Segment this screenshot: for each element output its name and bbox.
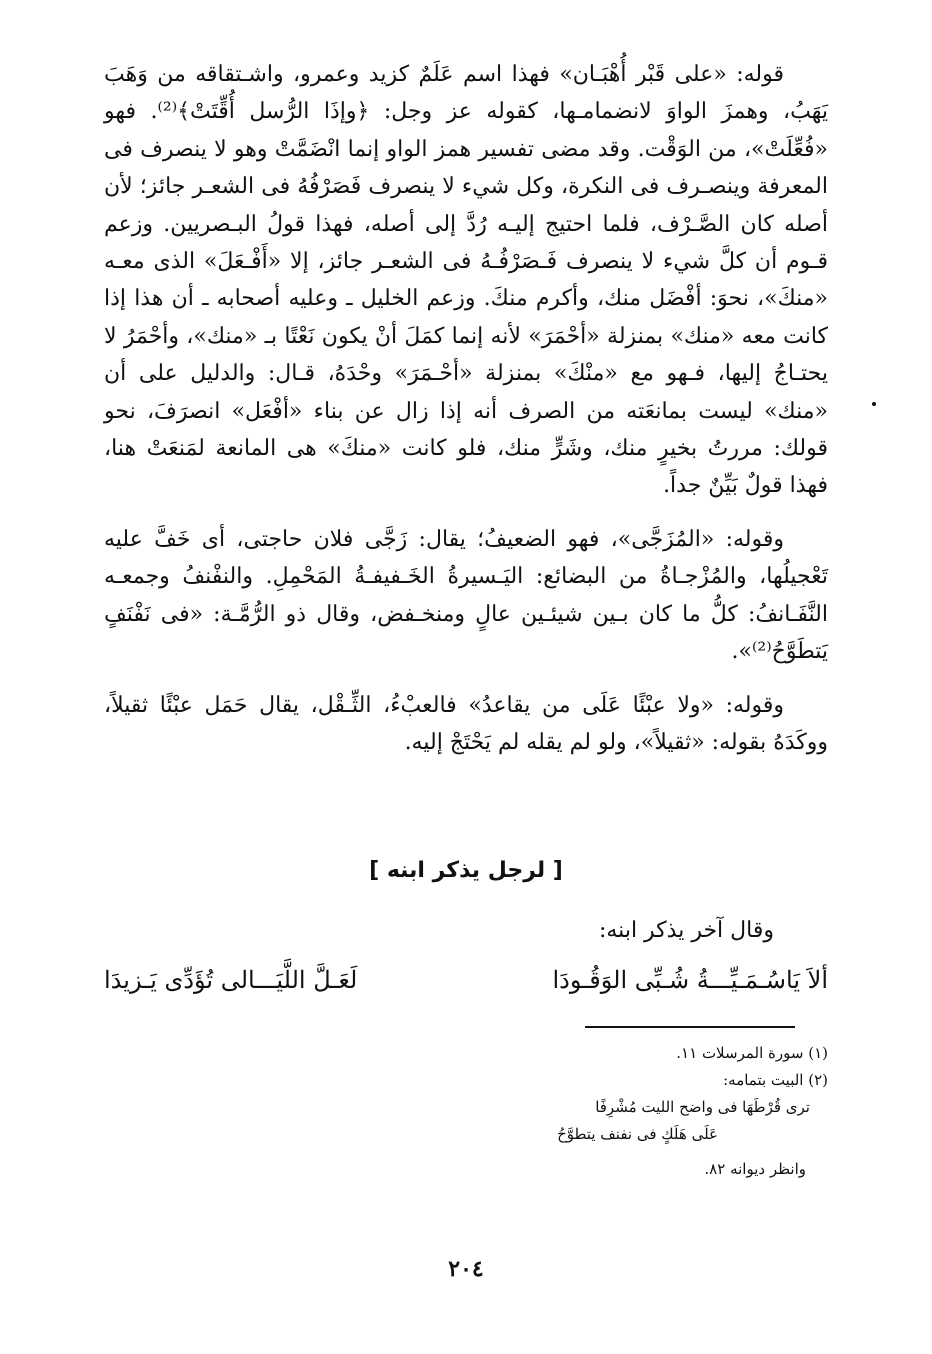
verse-second-hemistich: لَعَـلَّ اللَّيَـــالى تُؤَدِّى يَـزيدَا: [104, 966, 358, 994]
footnote-2-verse-second: عَلَى هَلَكٍ فى نفنف يتطوَّحُ: [557, 1125, 718, 1143]
footnote-2-verse-first: ترى قُرْطَهَا فى واضح الليت مُشْرِفًا: [595, 1098, 810, 1116]
footnote-1: (١) سورة المرسلات ١١.: [676, 1044, 828, 1062]
paragraph-ibaa: وقوله: «ولا عبْئًا عَلَى من يقاعدُ» فالعبْءُ، الثِّـقْل، يقال حَمَل عبْئًا ثقيلاً، ووكَدَهُ بقوله: «ثقيلاً»، ولو لم يقله لم يَحْتَجْ إليه.: [104, 692, 828, 755]
footnote-divider: [585, 1026, 795, 1028]
section-heading: [ لرجل يذكر ابنه ]: [369, 858, 563, 883]
verse-line: [104, 966, 828, 994]
footnote-2-intro: (٢) البيت بتمامه:: [723, 1071, 828, 1089]
footnote-2-reference: وانظر ديوانه ٨٢.: [704, 1160, 806, 1178]
page-number: ٢٠٤: [448, 1256, 484, 1282]
paragraph-uhban: قوله: «على قَبْر أُهْبَـان» فهذا اسم عَلَمٌ كزيد وعمرو، واشـتقاقه من وَهَبَ يَهَبُ، وهمزَ الواوَ لانضمامـها، كقوله عز وجل: ﴿وإذَا الرُّسل أُقِّتَتْ﴾⁽²⁾. فهو «فُعِّلَتْ»، من الوَقْت. وقد مضى تفسير همز الواو إنما انْضَمَّتْ وهو لا ينصرف فى المعرفة وينصـرف فى النكرة، وكل شيء لا ينصرف فَصَرْفُهُ فى الشعـر جائز؛ لأن أصله كان الصَّـرْف، فلما احتيج إليـه رُدَّ إلى أصله، فهذا قولُ البـصريين. وزعم قـوم أن كلَّ شيء لا ينصرف فَـصَرْفُـهُ فى الشعـر جائز، إلا «أَفْـعَلَ» الذى معـه «منكَ»، نحوَ: أفْضَل منك، وأكرم منكَ. وزعم الخليل ـ وعليه أصحابه ـ أن هذا إذا كانت معه «منك» بمنزلة «أحْمَرَ» لأنه إنما كمَلَ أنْ يكون نَعْتًا بـ «منك»، وأحْمَرُ لا يحتـاجُ إليها، فـهو مع «منْكَ» بمنزلة «أحْـمَرَ» وحْدَهُ، قـال: والدليل على أن «منك» ليست بمانعَته من الصرف أنه إذا زال عن بناء «أفْعَل» انصرَفَ، نحو قولك: مررتُ بخيرٍ منك، وشَرٍّ منك، فلو كانت «منكَ» هى المانعة لمَنعَتْ هنا، فهذا قولٌ بَيِّنٌ جداً.: [104, 62, 828, 499]
verse-first-hemistich: ألاَ يَاسُـمَـيِّـــةُ شُـبِّى الوَقُـودَا: [552, 966, 828, 994]
footnotes: [104, 1040, 828, 1183]
main-text: [104, 56, 828, 761]
verse-intro: وقال آخر يذكر ابنه:: [598, 918, 774, 943]
paragraph-muzajja: وقوله: «المُزَجَّى»، فهو الضعيفُ؛ يقال: زَجَّى فلان حاجتى، أى خَفَّ عليه تَعْجيلُها، والمُزْجـاةُ من البضائع: اليَـسيرةُ الخَـفيفـةُ المَحْمِلِ. والنفْنفُ وجمعـه النَّفَـانفُ: كلُّ ما كان بـين شيئـين عالٍ ومنخـفض، وقال ذو الرُّمَّـة: «فى نَفْنَفٍ يَتطَوَّحُ⁽²⁾».: [104, 526, 828, 665]
margin-dot: [872, 402, 876, 406]
